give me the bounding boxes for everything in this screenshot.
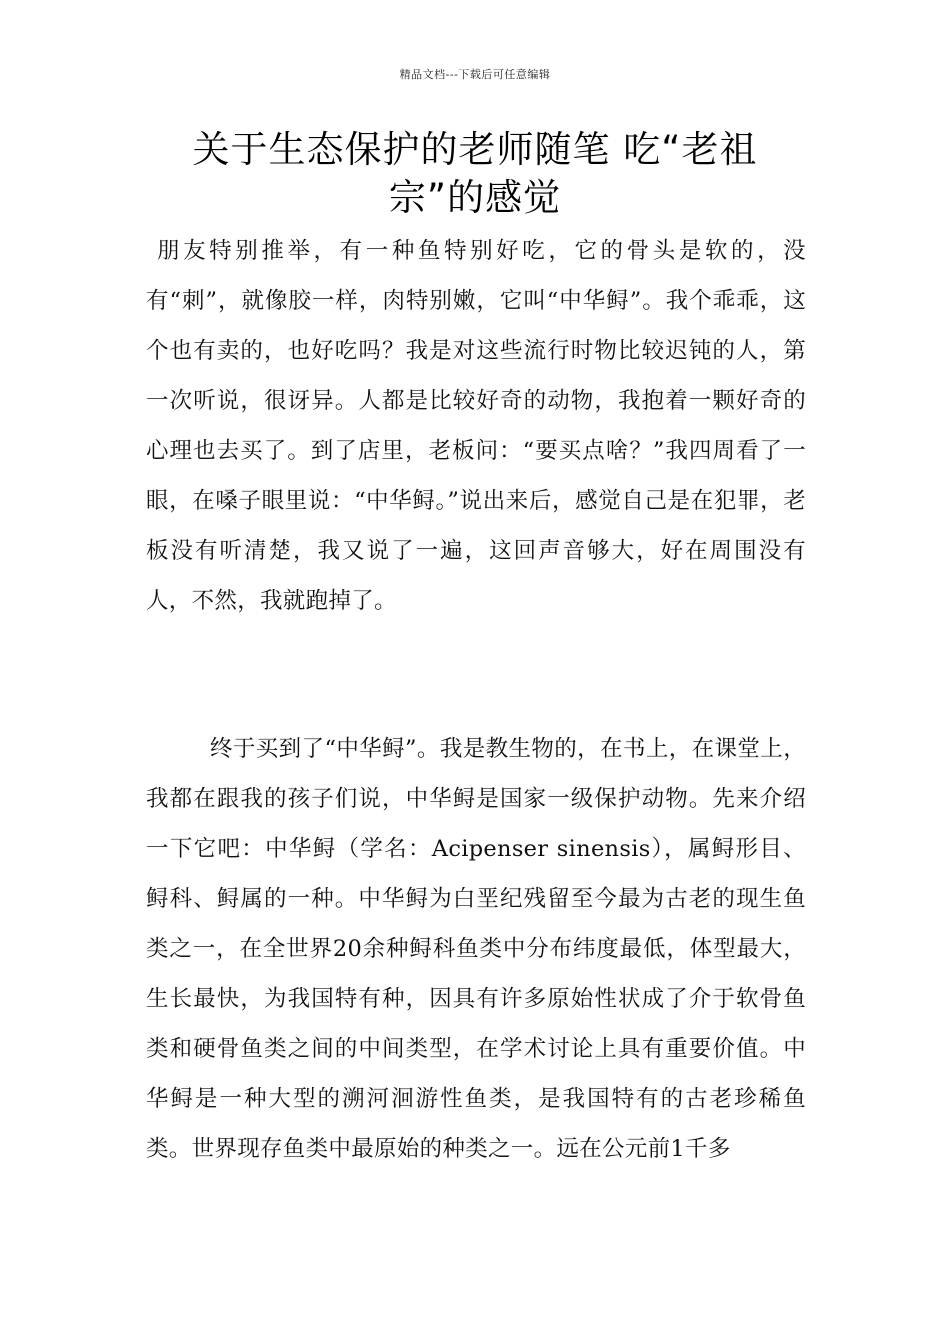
document-title: 关于生态保护的老师随笔 吃“老祖宗”的感觉 (192, 128, 758, 219)
paragraph-1: 朋友特别推举，有一种鱼特别好吃，它的骨头是软的，没有“刺”，就像胶一样，肉特别嫩，它叫“中华鲟”。我个乖乖，这个也有卖的，也好吃吗？我是对这些流行时物比较迟钝的人，第一次听说，很讶异。人都是比较好奇的动物，我抱着一颗好奇的心理也去买了。到了店里，老板问：“要买点啥？”我四周看了一眼，在嗓子眼里说：“中华鲟。”说出来后，感觉自己是在犯罪，老板没有听清楚，我又说了一遍，这回声音够大，好在周围没有人，不然，我就跑掉了。 (146, 238, 806, 614)
paragraph-2: 终于买到了“中华鲟”。我是教生物的，在书上，在课堂上，我都在跟我的孩子们说，中华鲟是国家一级保护动物。先来介绍一下它吧：中华鲟（学名：Acipenser sinensis），属鲟形目、鲟科、鲟属的一种。中华鲟为白垩纪残留至今最为古老的现生鱼类之一，在全世界20余种鲟科鱼类中分布纬度最低，体型最大，生长最快，为我国特有种，因具有许多原始性状成了介于软骨鱼类和硬骨鱼类之间的中间类型，在学术讨论上具有重要价值。中华鲟是一种大型的溯河洄游性鱼类，是我国特有的古老珍稀鱼类。世界现存鱼类中最原始的种类之一。远在公元前1千多 (146, 736, 806, 1162)
header-note: 精品文档---下载后可任意编辑 (399, 68, 551, 81)
